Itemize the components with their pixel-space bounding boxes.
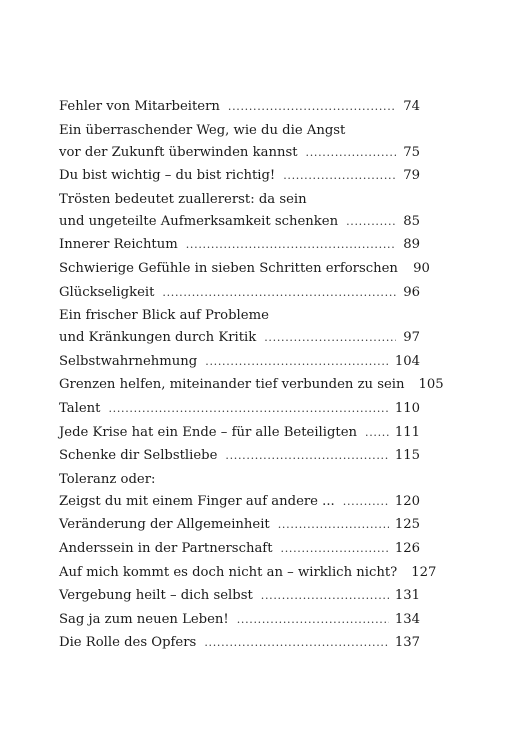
dot-leader <box>365 422 389 444</box>
toc-entry <box>59 189 420 233</box>
toc-entry-title: und ungeteilte Aufmerksamkeit schenken <box>59 213 339 229</box>
dot-leader <box>261 585 389 607</box>
toc-entry-title: Veränderung der Allgemeinheit <box>59 517 270 533</box>
toc-entry <box>59 398 420 420</box>
toc-entry-title: Vergebung heilt – dich selbst <box>59 588 253 604</box>
toc-page-number: 75 <box>403 144 420 160</box>
toc-entry <box>59 514 420 536</box>
toc-page-number: 79 <box>403 168 420 184</box>
toc-entry-title: Jede Krise hat ein Ende – für alle Beteiligten <box>59 424 358 440</box>
toc-page-number: 105 <box>418 377 444 393</box>
dot-leader <box>343 491 389 513</box>
toc-entry-title: Schwierige Gefühle in sieben Schritten erforschen <box>59 260 398 276</box>
toc-page-number: 85 <box>403 213 420 229</box>
toc-entry <box>59 538 420 560</box>
toc-page-number: 120 <box>394 493 420 509</box>
toc-entry <box>59 234 420 256</box>
toc-entry-title: Zeigst du mit einem Finger auf andere ... <box>59 493 335 509</box>
toc-page-number: 126 <box>394 540 420 556</box>
toc-entry <box>59 96 420 118</box>
toc-entry-title: Die Rolle des Opfers <box>59 635 197 651</box>
toc-entry-title-line: Ein frischer Blick auf Probleme <box>59 308 269 324</box>
toc-entry <box>59 632 420 654</box>
dot-leader <box>186 234 396 256</box>
dot-leader <box>283 165 396 187</box>
toc-entry <box>59 562 437 584</box>
dot-leader <box>237 609 389 631</box>
toc-entry-title: Schenke dir Selbstliebe <box>59 448 218 464</box>
toc-entry <box>59 585 420 607</box>
dot-leader <box>225 445 388 467</box>
dot-leader <box>204 632 389 654</box>
toc-page-number: 134 <box>394 611 420 627</box>
toc-entry-title: Sag ja zum neuen Leben! <box>59 611 229 627</box>
toc-page-number: 127 <box>411 564 437 580</box>
toc-entry <box>59 422 420 444</box>
toc-page-number: 110 <box>394 400 420 416</box>
dot-leader <box>162 282 396 304</box>
toc-page-number: 111 <box>394 424 420 440</box>
dot-leader <box>108 398 388 420</box>
toc-page-number: 104 <box>394 353 420 369</box>
toc-entry-title: Glückseligkeit <box>59 284 155 300</box>
toc-entry-title: Selbstwahrnehmung <box>59 353 198 369</box>
toc-entry-title: und Kränkungen durch Kritik <box>59 330 257 346</box>
toc-page-number: 125 <box>394 517 420 533</box>
toc-entry-title: Grenzen helfen, miteinander tief verbunden zu sein <box>59 377 405 393</box>
toc-entry <box>59 469 420 513</box>
dot-leader <box>205 351 389 373</box>
toc-entry <box>59 445 420 467</box>
toc-page-number: 137 <box>394 635 420 651</box>
dot-leader <box>278 514 389 536</box>
toc-entry-title: Du bist wichtig – du bist richtig! <box>59 168 276 184</box>
toc-entry <box>59 305 420 349</box>
toc-entry-title: Innerer Reichtum <box>59 237 178 253</box>
toc-entry-title-line: Trösten bedeutet zuallererst: da sein <box>59 191 307 207</box>
dot-leader <box>306 142 396 164</box>
toc-page-number: 97 <box>403 330 420 346</box>
toc-entry-title: Fehler von Mitarbeitern <box>59 99 220 114</box>
toc-entry-title-line: Toleranz oder: <box>59 471 156 487</box>
toc-entry <box>59 374 444 396</box>
toc-entry <box>59 165 420 187</box>
toc-entry <box>59 609 420 631</box>
toc-entry-title-line: Ein überraschender Weg, wie du die Angst <box>59 122 346 138</box>
dot-leader <box>346 211 396 233</box>
toc-page-number: 131 <box>394 588 420 604</box>
toc-entry-title: vor der Zukunft überwinden kannst <box>59 144 298 160</box>
toc-entry-title: Talent <box>59 400 101 416</box>
toc-page-number: 115 <box>394 448 420 464</box>
toc-page-number: 74 <box>403 99 420 114</box>
toc-entry <box>59 351 420 373</box>
dot-leader <box>281 538 389 560</box>
dot-leader <box>228 96 396 118</box>
toc-entry <box>59 282 420 304</box>
toc-entry <box>59 120 420 164</box>
toc-page-number: 96 <box>403 284 420 300</box>
toc-page-number: 90 <box>413 260 430 276</box>
toc-entry <box>59 258 430 280</box>
table-of-contents <box>59 96 444 656</box>
toc-page-number: 89 <box>403 237 420 253</box>
toc-entry-title: Auf mich kommt es doch nicht an – wirklich nicht? <box>59 564 398 580</box>
toc-entry-title: Anderssein in der Partnerschaft <box>59 540 273 556</box>
dot-leader <box>264 327 396 349</box>
